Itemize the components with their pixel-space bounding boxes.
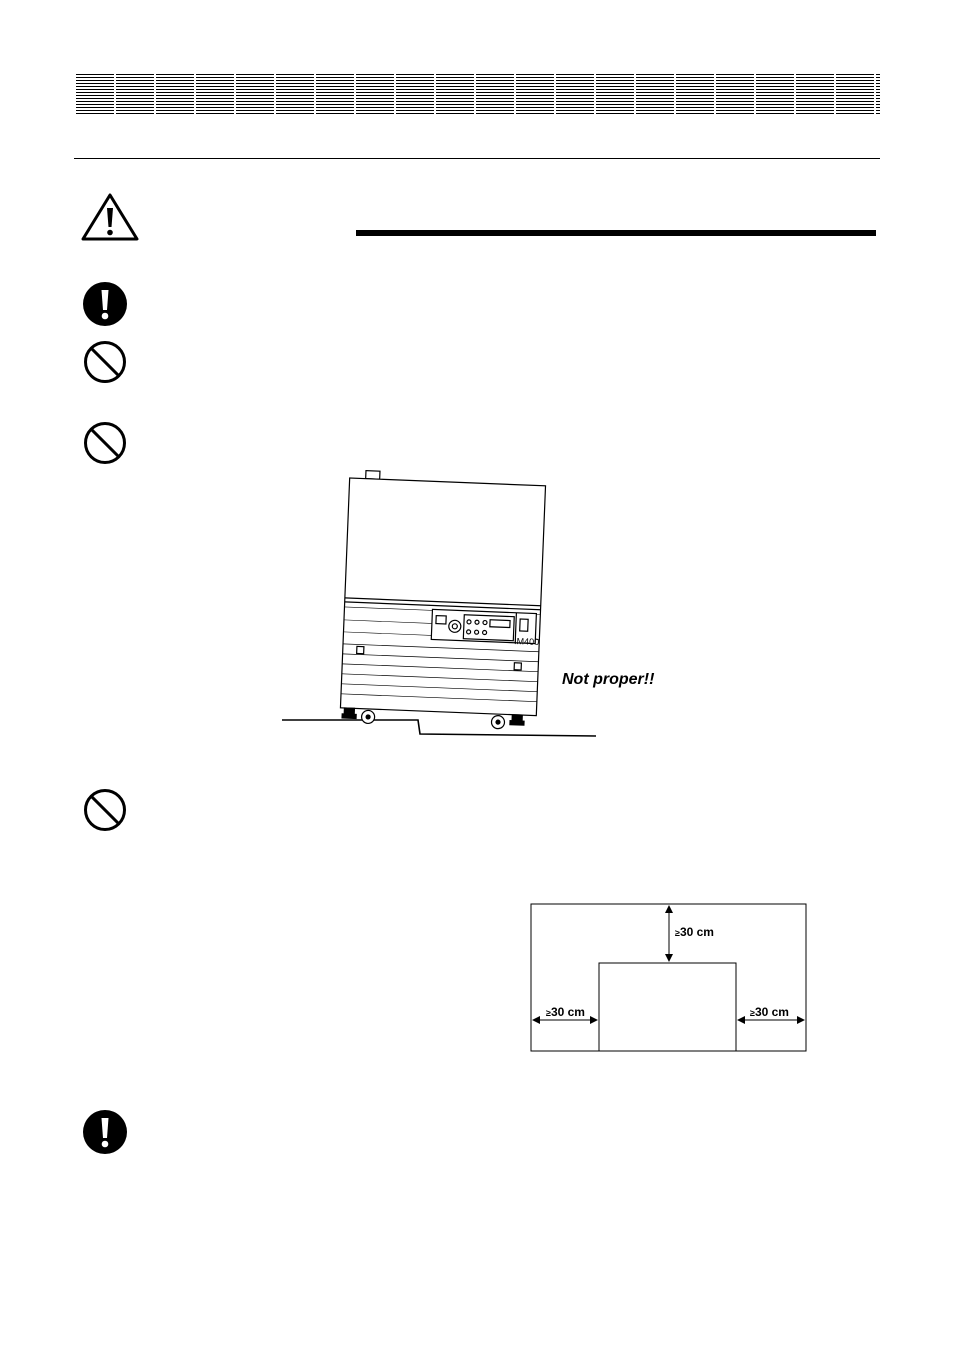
header-rule	[74, 158, 880, 159]
tilted-unit-illustration	[278, 466, 598, 741]
clearance-diagram	[530, 903, 808, 1053]
warning-triangle-icon	[80, 192, 140, 242]
mandatory-exclamation-icon	[82, 281, 128, 327]
header-band	[76, 74, 880, 116]
left-clearance-label: ≥30 cm	[546, 1005, 585, 1019]
model-label: IM400	[513, 636, 540, 648]
prohibition-circle-icon	[82, 420, 128, 466]
mandatory-exclamation-icon	[82, 1109, 128, 1155]
not-proper-caption: Not proper!!	[562, 671, 655, 688]
top-clearance-label: ≥30 cm	[675, 925, 714, 939]
right-clearance-label: ≥30 cm	[750, 1005, 789, 1019]
prohibition-circle-icon	[82, 339, 128, 385]
prohibition-circle-icon	[82, 787, 128, 833]
section-title-rule	[356, 230, 876, 236]
